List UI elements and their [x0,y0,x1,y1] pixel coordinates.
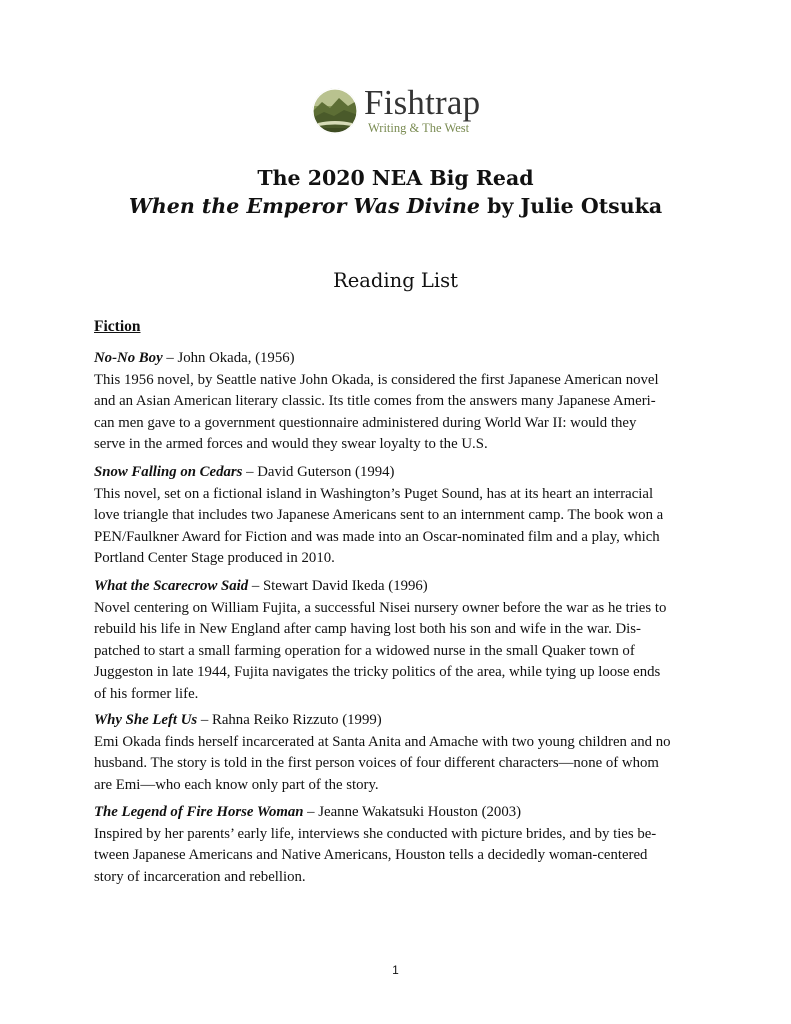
entry-heading [94,710,714,732]
book-title: Snow Falling on Cedars [94,464,243,480]
book-title: The Legend of Fire Horse Woman [94,804,304,820]
description-line: story of incarceration and rebellion. [94,868,306,885]
section-heading: Reading List [333,269,458,292]
book-title: What the Scarecrow Said [94,578,249,594]
featured-book-author: by Julie Otsuka [479,194,663,218]
description-line: love triangle that includes two Japanese Americans sent to an internment camp. The book won a [94,507,664,524]
document-subtitle [0,193,791,219]
featured-book-title: When the Emperor Was Divine [128,194,480,218]
logo-tagline: Writing & The West [368,121,470,135]
book-title: Why She Left Us [94,712,198,728]
book-byline: – Stewart David Ikeda (1996) [248,578,428,594]
reading-entry [94,802,714,888]
page-number: 1 [392,963,399,977]
book-byline: – David Guterson (1994) [242,464,395,480]
reading-entry [94,710,714,796]
description-line: are Emi—who each know only part of the story. [94,776,379,793]
book-byline: – John Okada, (1956) [162,350,295,366]
entry-heading [94,576,714,598]
landscape-emblem-icon [312,88,358,134]
description-line: This novel, set on a fictional island in Washington’s Puget Sound, has at its heart an interracial [94,485,654,502]
entry-heading [94,462,714,484]
description-line: Juggeston in late 1944, Fujita navigates the tricky politics of the area, while tying up loose ends [94,664,661,681]
description-line: Inspired by her parents’ early life, interviews she conducted with picture brides, and by ties be- [94,825,657,842]
description-line: can men gave to a government questionnaire administered during World War II: would they [94,414,637,431]
description-line: rebuild his life in New England after camp having lost both his son and wife in the war. Dis- [94,621,641,638]
logo-wordmark: Fishtrap [364,83,481,122]
entry-description [94,824,714,889]
entry-description [94,732,714,797]
entry-heading [94,348,714,370]
book-byline: – Jeanne Wakatsuki Houston (2003) [303,804,522,820]
description-line: tween Japanese Americans and Native Americans, Houston tells a decidedly woman-centered [94,847,648,864]
description-line: and an Asian American literary classic. Its title comes from the answers many Japanese Ameri- [94,393,656,410]
entry-description [94,484,714,570]
description-line: of his former life. [94,685,199,702]
description-line: husband. The story is told in the first person voices of four different characters—none of whom [94,755,659,772]
description-line: This 1956 novel, by Seattle native John Okada, is considered the first Japanese American novel [94,371,659,388]
description-line: Portland Center Stage produced in 2010. [94,550,335,567]
reading-entry [94,348,714,456]
entry-description [94,598,714,706]
entry-description [94,370,714,456]
fishtrap-logo [312,83,512,136]
description-line: Novel centering on William Fujita, a successful Nisei nursery owner before the war as he tries to [94,599,667,616]
book-byline: – Rahna Reiko Rizzuto (1999) [197,712,382,728]
description-line: patched to start a small farming operation for a widowed nurse in the small Quaker town of [94,642,635,659]
book-title: No-No Boy [94,350,163,366]
description-line: PEN/Faulkner Award for Fiction and was made into an Oscar-nominated film and a play, which [94,528,660,545]
entry-heading [94,802,714,824]
category-heading: Fiction [94,318,141,335]
description-line: Emi Okada finds herself incarcerated at Santa Anita and Amache with two young children and no [94,733,671,750]
reading-entry [94,576,714,706]
description-line: serve in the armed forces and would they swear loyalty to the U.S. [94,436,488,453]
reading-entry [94,462,714,570]
document-title: The 2020 NEA Big Read [257,166,534,190]
